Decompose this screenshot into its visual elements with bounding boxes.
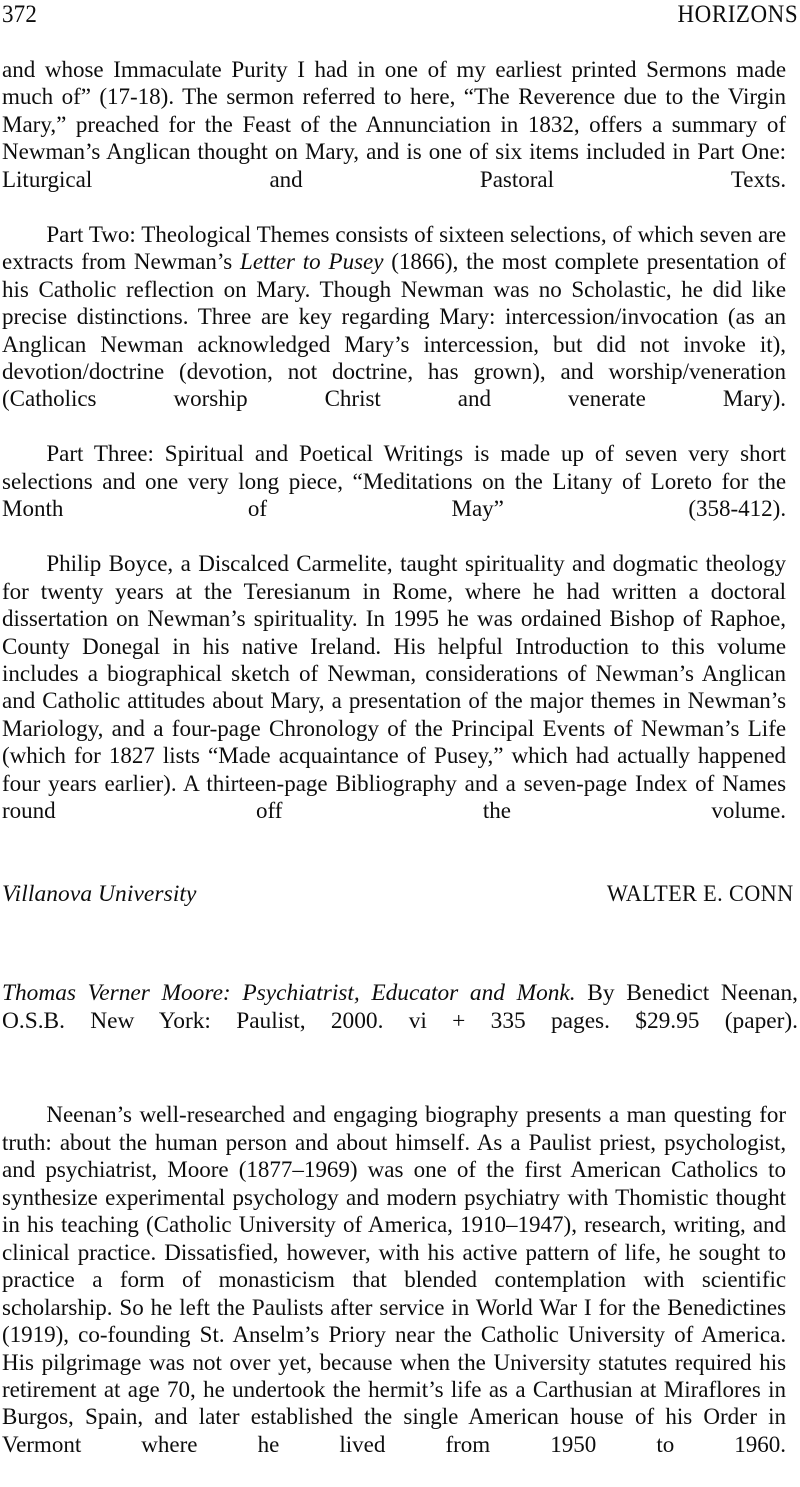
cited-work-title: Letter to Pusey	[240, 249, 384, 276]
paragraph	[2, 222, 786, 442]
paragraph-text-tail: (1866), the most complete presentation of his Catholic reflection on Mary. Though Newman was no Scholastic, he did like precise distinctions. Three are key regarding Mary: intercession/invocation (as an Anglican Newman acknowledged Mary’s intercession, but did not invoke it), devotion/doctrine (devotion, not doctrine, has grown), and worship/veneration (Catholics worship Christ and venerate Mary).	[2, 249, 787, 413]
book-imprint: By Benedict Neenan, O.S.B. New York: Paulist, 2000. vi + 335 pages. $29.95 (paper).	[2, 980, 798, 1034]
review-two-heading	[2, 980, 798, 1062]
paragraph: and whose Immaculate Purity I had in one of my earliest printed Sermons made much of” (17-18). The sermon referred to here, “The Reverence due to the Virgin Mary,” preached for the Feast of the Annunciation in 1832, offers a summary of Newman’s Anglican thought on Mary, and is one of six items included in Part One: Liturgical and Pastoral Texts.	[2, 57, 787, 193]
reviewer-signature	[2, 881, 798, 908]
review-two-body	[2, 1102, 798, 1486]
book-title: Thomas Verner Moore: Psychiatrist, Educator and Monk.	[2, 980, 576, 1007]
page-number: 372	[2, 1, 38, 28]
reviewer-affiliation: Villanova University	[2, 880, 197, 907]
review-one-body	[2, 57, 798, 853]
paragraph: Part Three: Spiritual and Poetical Writings is made up of seven very short selections and one very long piece, “Meditations on the Litany of Loreto for the Month of May” (358-412).	[2, 441, 787, 523]
journal-name: HORIZONS	[677, 1, 798, 28]
paragraph-text-lead: Part Two: Theological Themes consists of sixteen selections, of which seven are extracts from Newman’s	[2, 221, 787, 276]
running-head	[2, 0, 798, 31]
paragraph: Philip Boyce, a Discalced Carmelite, taught spirituality and dogmatic theology for twenty years at the Teresianum in Rome, where he had written a doctoral dissertation on Newman’s spirituality. In 1995 he was ordained Bishop of Raphoe, County Donegal in his native Ireland. His helpful Introduction to this volume includes a biographical sketch of Newman, considerations of Newman’s Anglican and Catholic attitudes about Mary, a presentation of the major themes in Newman’s Mariology, and a four-page Chronology of the Principal Events of Newman’s Life (which for 1827 lists “Made acquaintance of Pusey,” which had actually happened four years earlier). A thirteen-page Bibliography and a seven-page Index of Names round off the volume.	[2, 551, 787, 825]
paragraph: Neenan’s well-researched and engaging biography presents a man questing for truth: about the human person and about himself. As a Paulist priest, psychologist, and psychiatrist, Moore (1877–1969) was one of the first American Catholics to synthesize experimental psychology and modern psychiatry with Thomistic thought in his teaching (Catholic University of America, 1910–1947), research, writing, and clinical practice. Dissatisfied, however, with his active pattern of life, he sought to practice a form of monasticism that blended contemplation with scientific scholarship. So he left the Paulists after service in World War I for the Benedictines (1919), co-founding St. Anselm’s Priory near the Catholic University of America. His pilgrimage was not over yet, because when the University statutes required his retirement at age 70, he undertook the hermit’s life as a Carthusian at Miraflores in Burgos, Spain, and later established the single American house of his Order in Vermont where he lived from 1950 to 1960.	[2, 1102, 787, 1458]
reviewer-name: WALTER E. CONN	[606, 880, 794, 907]
